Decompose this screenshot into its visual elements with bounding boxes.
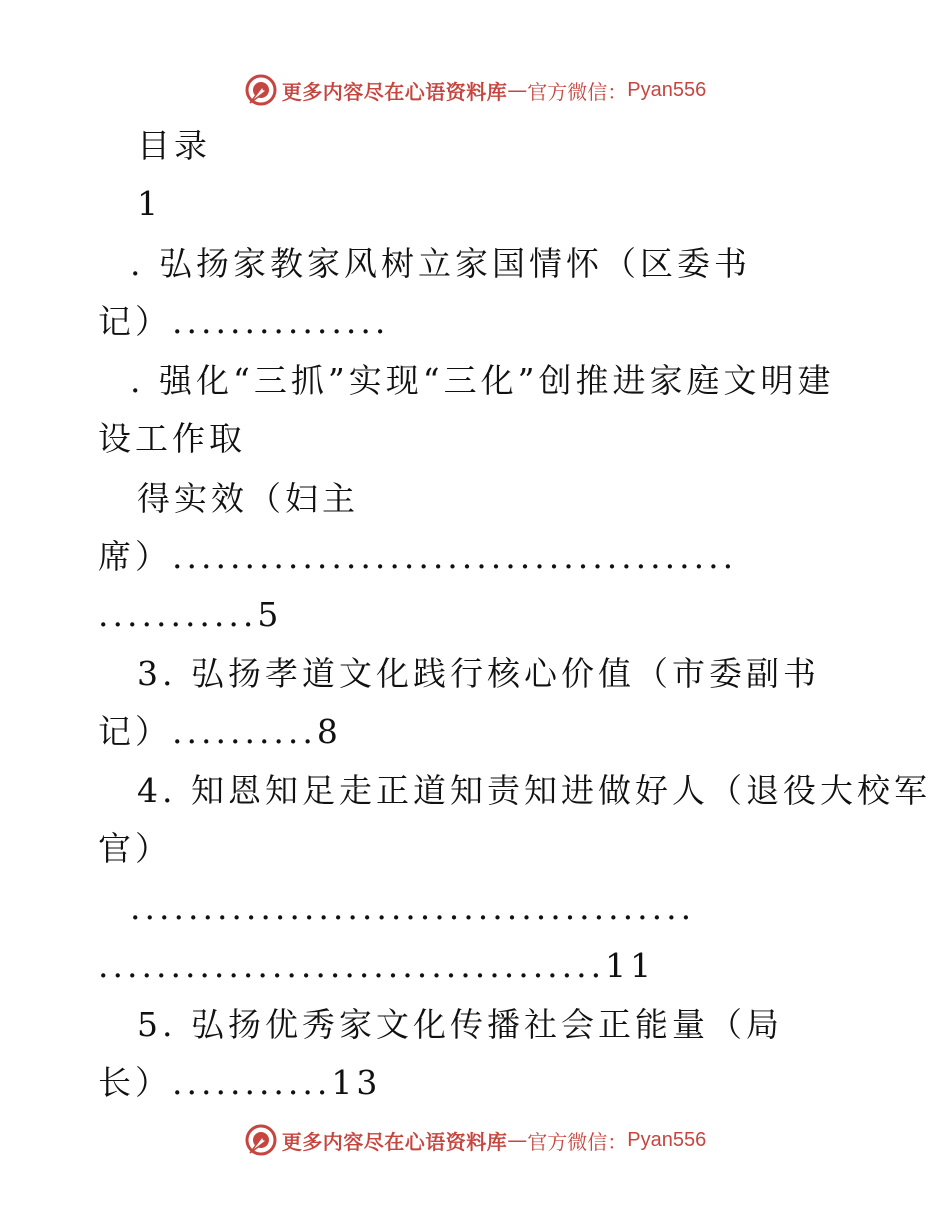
toc-item-2-line-2: 设工作取 (98, 419, 246, 458)
banner-dash: — (507, 1128, 528, 1152)
toc-item-4-line-3: ....................................... (130, 888, 696, 927)
pen-nib-logo-icon (244, 73, 278, 107)
toc-item-5-line-2: 长）...........13 (98, 1063, 382, 1102)
toc-item-4-line-2: 官） (98, 829, 172, 868)
banner-wechat-id: Pyan556 (627, 78, 707, 101)
toc-item-1-line-1: . 弘扬家教家风树立家国情怀（区委书 (130, 244, 751, 283)
header-banner (0, 70, 950, 110)
toc-item-3-line-2: 记）..........8 (98, 712, 342, 751)
banner-text: 更多内容尽在心语资料库 (281, 79, 508, 104)
toc-item-4-line-1: 4. 知恩知足走正道知责知进做好人（退役大校军 (137, 771, 931, 810)
pen-nib-logo-icon (244, 1123, 278, 1157)
toc-item-2-line-3: 得实效（妇主 (137, 479, 359, 518)
toc-number: 1 (137, 184, 162, 223)
banner-text: 更多内容尽在心语资料库 (281, 1129, 508, 1154)
toc-item-3-line-1: 3. 弘扬孝道文化践行核心价值（市委副书 (137, 654, 820, 693)
footer-banner (0, 1120, 950, 1160)
toc-item-5-line-1: 5. 弘扬优秀家文化传播社会正能量（局 (137, 1005, 783, 1044)
toc-item-2-line-5: ...........5 (98, 595, 283, 634)
banner-official-label: 官方微信： (527, 79, 628, 104)
toc-item-2-line-4: 席）....................................... (98, 537, 738, 576)
toc-item-2-line-1: . 强化“三抓”实现“三化”创推进家庭文明建 (130, 361, 835, 400)
toc-item-1-line-2: 记）............... (98, 302, 390, 341)
toc-heading: 目录 (137, 126, 211, 165)
banner-dash: — (507, 78, 528, 102)
banner-wechat-id: Pyan556 (627, 1128, 707, 1151)
toc-item-4-line-4: ...................................11 (98, 946, 656, 985)
banner-official-label: 官方微信： (527, 1129, 628, 1154)
